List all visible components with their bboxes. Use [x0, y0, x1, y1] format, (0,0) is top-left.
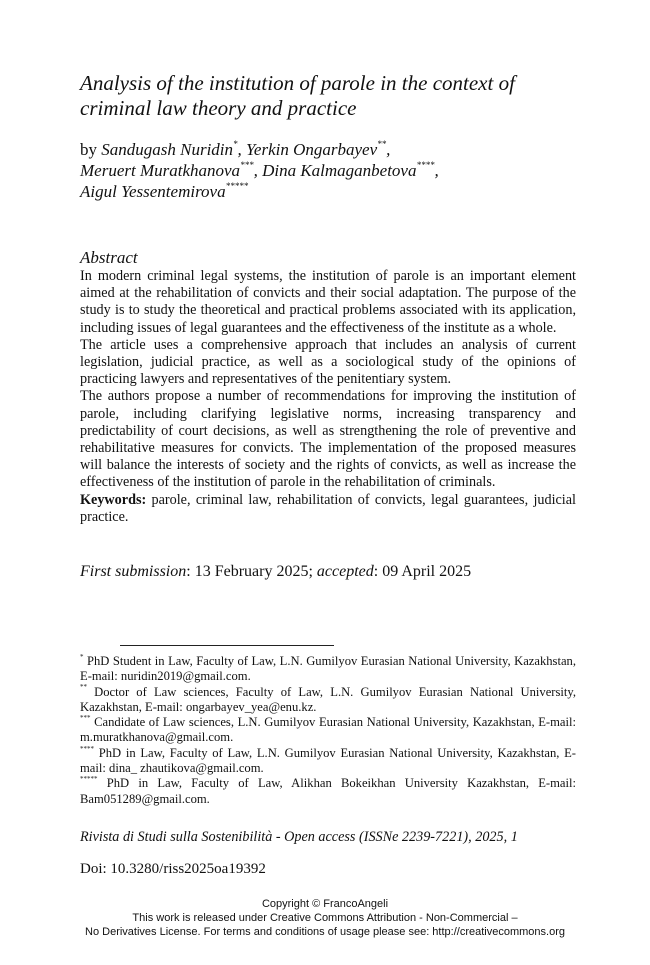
author-name: Yerkin Ongarbayev — [246, 140, 378, 159]
footnote-mark: * — [80, 652, 84, 661]
doi: Doi: 10.3280/riss2025oa19392 — [80, 861, 266, 877]
copyright-line: Copyright © FrancoAngeli — [261, 898, 389, 910]
accepted-label: accepted — [316, 563, 374, 580]
abstract-heading: Abstract — [80, 248, 138, 267]
journal-citation: Rivista di Studi sulla Sostenibilità - Open access (ISSNe 2239-7221), 2025, 1 — [80, 829, 518, 845]
by-label: by — [80, 140, 97, 159]
author-separator: , — [237, 140, 247, 159]
first-submission-date: : 13 February 2025; — [186, 563, 317, 580]
license-line: This work is released under Creative Commons Attribution - Non-Commercial – — [132, 912, 518, 924]
author-name: Dina Kalmaganbetova — [262, 161, 417, 180]
footnote — [80, 776, 576, 807]
keywords-label: Keywords: — [80, 491, 147, 508]
author-mark: * — [233, 139, 238, 150]
paper-title: Analysis of the institution of parole in the context of criminal law theory and practice — [80, 71, 515, 120]
keywords — [80, 492, 576, 526]
footnote-text: PhD in Law, Faculty of Law, L.N. Gumilyov Eurasian National University, Kazakhstan, E-mail: dina_ zhautikova@gmail.com. — [80, 745, 576, 776]
author-mark: **** — [416, 160, 435, 171]
author-name: Aigul Yessentemirova — [80, 182, 226, 201]
abstract-paragraph: In modern criminal legal systems, the institution of parole is an important element aimed at the rehabilitation of convicts and their social adaptation. The purpose of the study is to study the theoretical and practical problems associated with its application, including issues of legal guarantees and the effectiveness of the institute as a whole. — [80, 268, 576, 336]
author-mark: ***** — [225, 181, 249, 192]
author-separator: , — [434, 161, 439, 180]
author-name: Meruert Muratkhanova — [80, 161, 241, 180]
footnote-text: Doctor of Law sciences, Faculty of Law, L.N. Gumilyov Eurasian National University, Kazakhstan, E-mail: ongarbayev_yea@enu.kz. — [80, 684, 576, 714]
author-mark: ** — [377, 139, 387, 150]
footnote-mark: ** — [80, 683, 87, 692]
license-link-line: No Derivatives License. For terms and conditions of usage please see: http://creativecommons.org — [85, 926, 565, 938]
author-name: Sandugash Nuridin — [101, 140, 234, 159]
first-submission-label: First submission — [80, 563, 187, 580]
footnote — [80, 685, 576, 716]
footnote-divider — [120, 645, 334, 646]
footnotes — [80, 654, 576, 807]
author-mark: *** — [240, 160, 254, 171]
accepted-date: : 09 April 2025 — [373, 563, 472, 580]
footnote — [80, 746, 576, 777]
submission-dates — [80, 562, 471, 582]
author-list — [80, 139, 580, 202]
abstract-paragraph: The article uses a comprehensive approach that includes an analysis of current legislation, judicial practice, as well as a sociological study of the opinions of practicing lawyers and representatives of the penitentiary system. — [80, 336, 576, 388]
footnote-mark: ***** — [80, 775, 98, 784]
keywords-text: parole, criminal law, rehabilitation of convicts, legal guarantees, judicial practice. — [80, 491, 576, 525]
footnote-mark: **** — [80, 744, 94, 753]
copyright-notice — [0, 897, 650, 939]
author-separator: , — [386, 140, 391, 159]
footnote-text: PhD Student in Law, Faculty of Law, L.N. Gumilyov Eurasian National University, Kazakhstan, E-mail: nuridin2019@gmail.com. — [80, 654, 576, 684]
abstract-paragraph: The authors propose a number of recommendations for improving the institution of parole, including clarifying legislative norms, increasing transparency and predictability of court decisions, as well as strengthening the role of preventive and rehabilitative measures for convicts. The implementation of the proposed measures will balance the interests of society and the rights of convicts, as well as increase the effectiveness of the institution of parole in the rehabilitation of criminals. — [80, 388, 576, 491]
footnote-text: Candidate of Law sciences, L.N. Gumilyov Eurasian National University, Kazakhstan, E-mail: m.muratkhanova@gmail.com. — [80, 715, 576, 745]
footnote — [80, 715, 576, 746]
abstract-body — [80, 268, 576, 526]
author-separator: , — [253, 161, 263, 180]
footnote-text: PhD in Law, Faculty of Law, Alikhan Bokeikhan University Kazakhstan, E-mail: Bam051289@gmail.com. — [80, 776, 576, 806]
footnote-mark: *** — [80, 714, 91, 722]
footnote — [80, 654, 576, 685]
